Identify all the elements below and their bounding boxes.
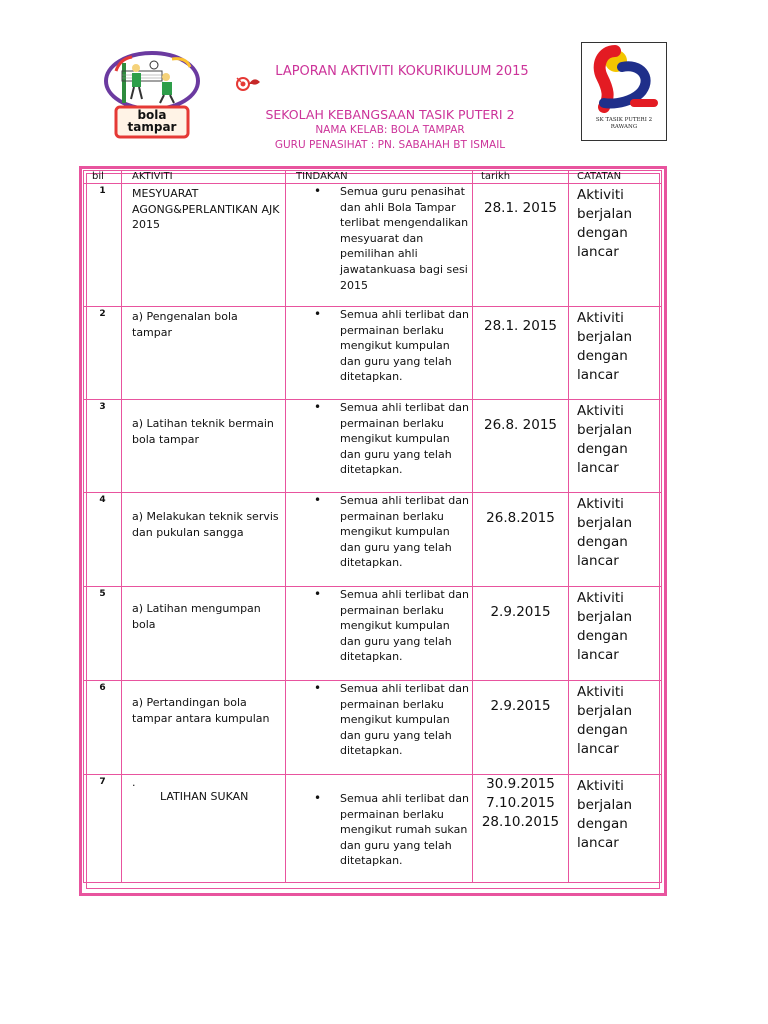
- col-header-tarikh: tarikh: [473, 171, 569, 184]
- note-cell: Aktiviti berjalan dengan lancar: [569, 184, 662, 307]
- activity-cell: a) Pertandingan bola tampar antara kumpulan: [122, 681, 286, 775]
- school-crest-logo: [581, 42, 667, 141]
- activity-cell: [122, 775, 286, 883]
- action-text: • Semua ahli terlibat dan permainan berlaku mengikut kumpulan dan guru yang telah ditetapkan.: [340, 681, 472, 759]
- date-cell: 26.8.2015: [473, 493, 569, 587]
- date-line-1: 30.9.2015: [486, 776, 555, 792]
- action-text: • Semua ahli terlibat dan permainan berlaku mengikut kumpulan dan guru yang telah ditetapkan.: [340, 307, 472, 385]
- action-cell: [286, 493, 473, 587]
- advisor-name: GURU PENASIHAT : PN. SABAHAH BT ISMAIL: [274, 139, 506, 151]
- action-cell: [286, 775, 473, 883]
- note-cell: Aktiviti berjalan dengan lancar: [569, 775, 662, 883]
- school-name: SEKOLAH KEBANGSAAN TASIK PUTERI 2: [265, 107, 515, 122]
- row-number: 1: [84, 184, 122, 307]
- activity-table: [83, 170, 662, 883]
- logo-left-text-1: bola: [137, 108, 167, 122]
- activity-text: LATIHAN SUKAN: [160, 790, 249, 803]
- col-header-tindakan: TINDAKAN: [286, 171, 473, 184]
- row-number: 4: [84, 493, 122, 587]
- note-cell: Aktiviti berjalan dengan lancar: [569, 681, 662, 775]
- col-header-catatan: CATATAN: [569, 171, 662, 184]
- activity-mark: .: [132, 776, 136, 789]
- action-text: • Semua guru penasihat dan ahli Bola Tampar terlibat mengendalikan mesyuarat dan pemilihan ahli jawatankuasa bagi sesi 2015: [340, 184, 472, 293]
- date-cell: 26.8. 2015: [473, 400, 569, 493]
- table-row: [84, 307, 662, 400]
- row-number: 3: [84, 400, 122, 493]
- col-header-bil: bil: [84, 171, 122, 184]
- note-cell: Aktiviti berjalan dengan lancar: [569, 493, 662, 587]
- note-cell: Aktiviti berjalan dengan lancar: [569, 400, 662, 493]
- col-header-aktiviti: AKTIVITI: [122, 171, 286, 184]
- date-cell: 2.9.2015: [473, 587, 569, 681]
- action-cell: [286, 587, 473, 681]
- row-number: 6: [84, 681, 122, 775]
- row-number: 2: [84, 307, 122, 400]
- report-title: LAPORAN AKTIVITI KOKURIKULUM 2015: [275, 64, 529, 79]
- crest-caption-1: SK TASIK PUTERI 2: [595, 117, 653, 123]
- activity-cell: a) Pengenalan bola tampar: [122, 307, 286, 400]
- action-cell: [286, 184, 473, 307]
- table-row: [84, 184, 662, 307]
- action-text: • Semua ahli terlibat dan permainan berlaku mengikut rumah sukan dan guru yang telah ditetapkan.: [340, 791, 472, 869]
- activity-cell: a) Latihan mengumpan bola: [122, 587, 286, 681]
- activity-cell: a) Latihan teknik bermain bola tampar: [122, 400, 286, 493]
- action-text: • Semua ahli terlibat dan permainan berlaku mengikut kumpulan dan guru yang telah ditetapkan.: [340, 493, 472, 571]
- table-row: [84, 681, 662, 775]
- table-header-row: [84, 171, 662, 184]
- table-row: [84, 775, 662, 883]
- date-cell: 28.1. 2015: [473, 307, 569, 400]
- action-cell: [286, 681, 473, 775]
- note-cell: Aktiviti berjalan dengan lancar: [569, 307, 662, 400]
- bola-tampar-logo: [102, 51, 202, 141]
- activity-cell: MESYUARAT AGONG&PERLANTIKAN AJK 2015: [122, 184, 286, 307]
- date-line-3: 28.10.2015: [481, 814, 560, 830]
- logo-left-text-2: tampar: [127, 120, 177, 134]
- decorative-swirl-icon: [234, 74, 264, 94]
- date-cell: 2.9.2015: [473, 681, 569, 775]
- action-cell: [286, 307, 473, 400]
- action-text: • Semua ahli terlibat dan permainan berlaku mengikut kumpulan dan guru yang telah ditetapkan.: [340, 587, 472, 665]
- crest-caption-2: RAWANG: [610, 124, 638, 130]
- action-text: • Semua ahli terlibat dan permainan berlaku mengikut kumpulan dan guru yang telah ditetapkan.: [340, 400, 472, 478]
- row-number: 7: [84, 775, 122, 883]
- row-number: 5: [84, 587, 122, 681]
- action-cell: [286, 400, 473, 493]
- table-row: [84, 493, 662, 587]
- date-cell: 28.1. 2015: [473, 184, 569, 307]
- table-row: [84, 587, 662, 681]
- date-line-2: 7.10.2015: [486, 795, 555, 811]
- school-crest-icon: [582, 43, 666, 115]
- activity-cell: a) Melakukan teknik servis dan pukulan sangga: [122, 493, 286, 587]
- club-name: NAMA KELAB: BOLA TAMPAR: [315, 124, 465, 136]
- note-cell: Aktiviti berjalan dengan lancar: [569, 587, 662, 681]
- table-row: [84, 400, 662, 493]
- date-cell: [473, 775, 569, 883]
